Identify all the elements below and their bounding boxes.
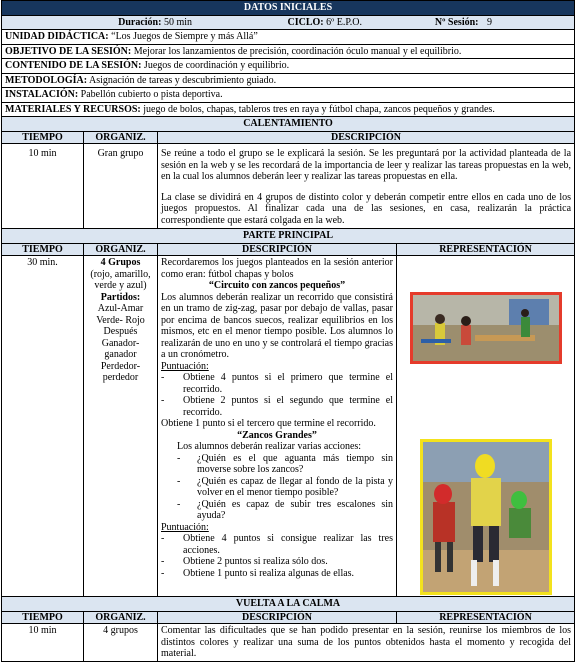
calentamiento-descripcion [158, 144, 575, 229]
questions-list [161, 453, 393, 522]
points2-list [161, 533, 393, 579]
org-line: ganador [104, 349, 137, 360]
principal-intro: Recordaremos los juegos planteados en la sesión anterior como eran: fútbol chapas y bolos [161, 257, 393, 280]
stilts-photo [420, 439, 552, 595]
cycle: CICLO: 6º E.P.O. [287, 16, 362, 28]
session-number: Nº Sesión: 9 [434, 16, 492, 28]
org-line: Después [103, 326, 138, 337]
datos-iniciales-header: DATOS INICIALES [2, 1, 575, 16]
list-item: - Obtiene 4 puntos si consigue realizar las tres acciones. [161, 533, 393, 556]
puntuacion-label: Puntuación: [161, 360, 209, 372]
list-item: - Obtiene 4 puntos si el primero que termine el recorrido. [161, 372, 393, 395]
calentamiento-header: CALENTAMIENTO [2, 117, 575, 132]
org-line: Azul-Amar [97, 303, 144, 314]
principal-organiz [84, 256, 158, 597]
game2-title: “Zancos Grandes” [237, 429, 317, 441]
materiales-row: MATERIALES Y RECURSOS: juego de bolos, chapas, tableros tres en raya y fútbol chapa, zancos pequeños y grandes. [2, 102, 575, 117]
list-item: - ¿Quién es capaz de llegar al fondo de la pista y volver en el menor tiempo posible? [177, 475, 393, 498]
col-descripcion: DESCRIPCIÓN [158, 611, 397, 624]
game2-text: Los alumnos deberán realizar varias acciones: [177, 441, 362, 452]
org-colors: (rojo, amarillo, verde y azul) [90, 268, 151, 291]
col-descripcion: DESCRIPCIÓN [158, 243, 397, 256]
col-tiempo: TIEMPO [2, 131, 84, 144]
duration: Duración: 50 min [118, 16, 192, 28]
org-line: Ganador- [101, 337, 140, 349]
calma-descripcion: Comentar las dificultades que se han podido presentar en la sesión, reunirse los miembros de los distintos colores y realizar una suma de los puntos obtenidos hasta el momento y recogida del material. [158, 624, 575, 662]
col-tiempo: TIEMPO [2, 611, 84, 624]
objetivo-row: OBJETIVO DE LA SESIÓN: Mejorar los lanzamientos de precisión, coordinación óculo manual y el equilibrio. [2, 44, 575, 59]
calentamiento-organiz: Gran grupo [84, 144, 158, 229]
list-item: - Obtiene 2 puntos si realiza sólo dos. [161, 556, 328, 567]
org-partidos: Partidos: [100, 291, 141, 303]
puntuacion-label: Puntuación: [161, 521, 209, 533]
list-item: - Obtiene 1 punto si realiza algunas de ellas. [161, 567, 355, 579]
org-line: Verde- Rojo [96, 314, 145, 326]
unidad-didactica-row: UNIDAD DIDÁCTICA: “Los Juegos de Siempre y más Allá” [2, 30, 575, 45]
calentamiento-p1: Se reúne a todo el grupo se le explicará la sesión. Se les preguntará por la actividad planteada de la sesión en la web y se les recordará de la importancia de leer y realizar las tareas propuestas en la web, en la cual los alumnos deberán leer y realizar las tareas propuestas en ella. [161, 148, 572, 182]
principal-tiempo: 30 min. [2, 256, 84, 597]
calma-organiz: 4 grupos [84, 624, 158, 662]
col-organiz: ORGANIZ. [84, 243, 158, 256]
session-sheet [1, 0, 575, 662]
principal-representacion [397, 256, 575, 597]
session-meta-row [2, 15, 575, 30]
circuit-photo [410, 292, 562, 364]
list-item: - Obtiene 2 puntos si el segundo que termine el recorrido. [161, 395, 393, 418]
col-descripcion: DESCRIPCIÓN [158, 131, 575, 144]
list-item: - ¿Quién es capaz de subir tres escalones sin ayuda? [177, 498, 393, 521]
points1-list [161, 372, 393, 418]
list-item: - ¿Quién es el que aguanta más tiempo sin moverse sobre los zancos? [177, 452, 393, 475]
instalacion-row: INSTALACIÓN: Pabellón cubierto o pista deportiva. [2, 88, 575, 103]
game1-title: “Circuito con zancos pequeños” [208, 280, 346, 291]
col-tiempo: TIEMPO [2, 243, 84, 256]
col-organiz: ORGANIZ. [84, 131, 158, 144]
calentamiento-p2: La clase se dividirá en 4 grupos de distinto color y deberán competir entre ellos en cada uno de los juegos propuestos. Al finalizar cada una de las sesiones, en casa, realizarán la práctica correspondiente que estará colgada en la web. [161, 191, 572, 226]
vuelta-calma-header: VUELTA A LA CALMA [2, 597, 575, 612]
points1-extra: Obtiene 1 punto si el tercero que termine el recorrido. [161, 418, 376, 429]
org-groups: 4 Grupos [100, 257, 141, 268]
org-line: Perdedor- [100, 360, 141, 372]
game1-text: Los alumnos deberán realizar un recorrido que consistirá en un tramo de zig-zag, pasar por debajo de vallas, pasar por encima de bancos suecos, realizar equilibrios en los mismos, etc en el menor tiempo posible. Los alumnos lo realizarán de uno en uno y se controlará el tiempo gracias a un cronómetro. [161, 291, 393, 360]
parte-principal-header: PARTE PRINCIPAL [2, 229, 575, 244]
calma-tiempo: 10 min [2, 624, 84, 662]
col-representacion: REPRESENTACIÓN [397, 611, 575, 624]
org-line: perdedor [102, 372, 139, 383]
col-representacion: REPRESENTACIÓN [397, 243, 575, 256]
metodologia-row: METODOLOGÍA: Asignación de tareas y descubrimiento guiado. [2, 73, 575, 88]
calentamiento-tiempo: 10 min [2, 144, 84, 229]
principal-descripcion [158, 256, 397, 597]
contenido-row: CONTENIDO DE LA SESIÓN: Juegos de coordinación y equilibrio. [2, 59, 575, 74]
col-organiz: ORGANIZ. [84, 611, 158, 624]
